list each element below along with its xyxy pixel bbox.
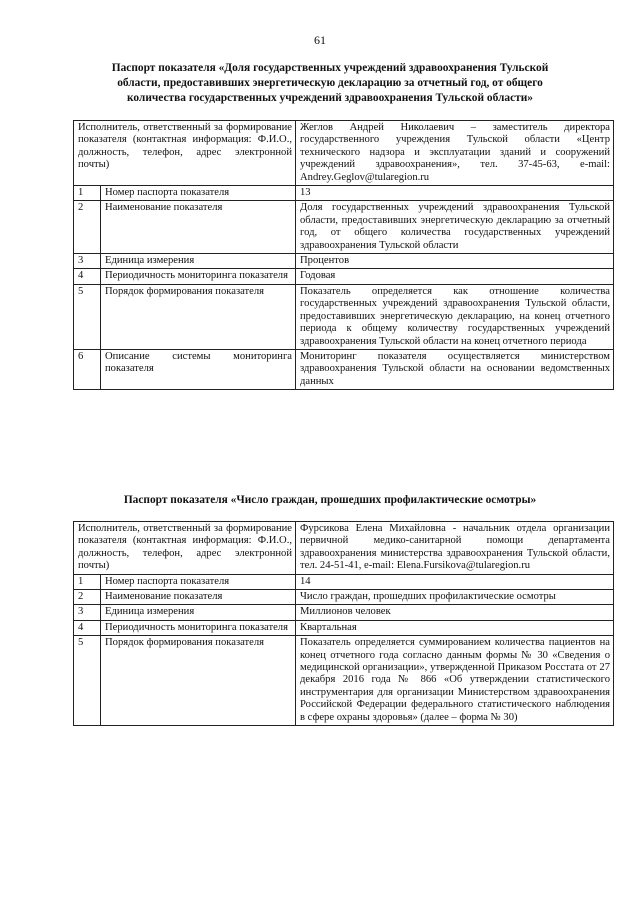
executor-value: Фурсикова Елена Михайловна - начальник отдела организации первичной медико-санитарной помощи департамента здравоохранения министерства здравоохранения Тульской области, тел. 24-51-41, e-mail: Elena.Fursikova@tularegion.ru [296, 522, 614, 575]
table-row [74, 254, 614, 269]
table-row [74, 284, 614, 349]
row-number: 1 [74, 186, 101, 201]
row-value: Мониторинг показателя осуществляется министерством здравоохранения Тульской области на основании ведомственных данных [296, 349, 614, 389]
table-row [74, 636, 614, 726]
row-value: Показатель определяется суммированием количества пациентов на конец отчетного года согласно данным формы № 30 «Сведения о медицинской организации», утвержденной Приказом Росстата от 27 декабря 2016 года № 866 «Об утверждении статистического инструментария для организации Министерством здравоохранения Российской Федерации федерального статистического наблюдения в сфере охраны здоровья» (далее – форма № 30) [296, 636, 614, 726]
row-label: Описание системы мониторинга показателя [101, 349, 296, 389]
executor-value: Жеглов Андрей Николаевич – заместитель директора государственного учреждения Тульской области «Центр технического надзора и эксплуатации зданий и сооружений учреждений здравоохранения», тел. 37-45-63, e-mail: Andrey.Geglov@tularegion.ru [296, 121, 614, 186]
row-label: Порядок формирования показателя [101, 636, 296, 726]
row-number: 6 [74, 349, 101, 389]
row-value: Доля государственных учреждений здравоохранения Тульской области, предоставивших энергетическую декларацию за отчетный год, от общего количества государственных учреждений здравоохранения Тульской области [296, 201, 614, 254]
row-label: Периодичность мониторинга показателя [101, 269, 296, 284]
table-row [74, 201, 614, 254]
row-value: Процентов [296, 254, 614, 269]
row-number: 4 [74, 620, 101, 635]
row-label: Единица измерения [101, 254, 296, 269]
row-number: 5 [74, 636, 101, 726]
row-label: Порядок формирования показателя [101, 284, 296, 349]
row-value: 13 [296, 186, 614, 201]
row-label: Номер паспорта показателя [101, 574, 296, 589]
table-row [74, 522, 614, 575]
executor-label: Исполнитель, ответственный за формирование показателя (контактная информация: Ф.И.О., должность, телефон, адрес электронной почты) [74, 522, 296, 575]
table-row [74, 605, 614, 620]
passport-table [73, 521, 614, 726]
row-label: Номер паспорта показателя [101, 186, 296, 201]
row-value: Миллионов человек [296, 605, 614, 620]
row-value: Годовая [296, 269, 614, 284]
executor-label: Исполнитель, ответственный за формирование показателя (контактная информация: Ф.И.О., должность, телефон, адрес электронной почты) [74, 121, 296, 186]
page-number: 61 [314, 33, 326, 47]
row-label: Наименование показателя [101, 590, 296, 605]
table-row [74, 574, 614, 589]
passport-title: Паспорт показателя «Число граждан, прошедших профилактические осмотры» [123, 494, 537, 506]
row-number: 3 [74, 254, 101, 269]
row-label: Периодичность мониторинга показателя [101, 620, 296, 635]
passport-title: Паспорт показателя «Доля государственных учреждений здравоохранения Тульской области, предоставивших энергетическую декларацию за отчетный год, от общего количества государственных учреждений здравоохранения Тульской области» [111, 62, 549, 104]
row-value: Число граждан, прошедших профилактические осмотры [296, 590, 614, 605]
row-label: Наименование показателя [101, 201, 296, 254]
table-row [74, 620, 614, 635]
row-number: 4 [74, 269, 101, 284]
row-value: 14 [296, 574, 614, 589]
row-number: 2 [74, 590, 101, 605]
row-number: 1 [74, 574, 101, 589]
row-value: Квартальная [296, 620, 614, 635]
table-row [74, 186, 614, 201]
table-row [74, 121, 614, 186]
table-row [74, 349, 614, 389]
row-label: Единица измерения [101, 605, 296, 620]
table-row [74, 269, 614, 284]
row-number: 2 [74, 201, 101, 254]
row-value: Показатель определяется как отношение количества государственных учреждений здравоохранения Тульской области, предоставивших энергетическую декларацию, на конец отчетного периода к общему количеству государственных учреждений здравоохранения Тульской области на конец отчетного периода [296, 284, 614, 349]
table-row [74, 590, 614, 605]
row-number: 5 [74, 284, 101, 349]
row-number: 3 [74, 605, 101, 620]
passport-table [73, 120, 614, 390]
